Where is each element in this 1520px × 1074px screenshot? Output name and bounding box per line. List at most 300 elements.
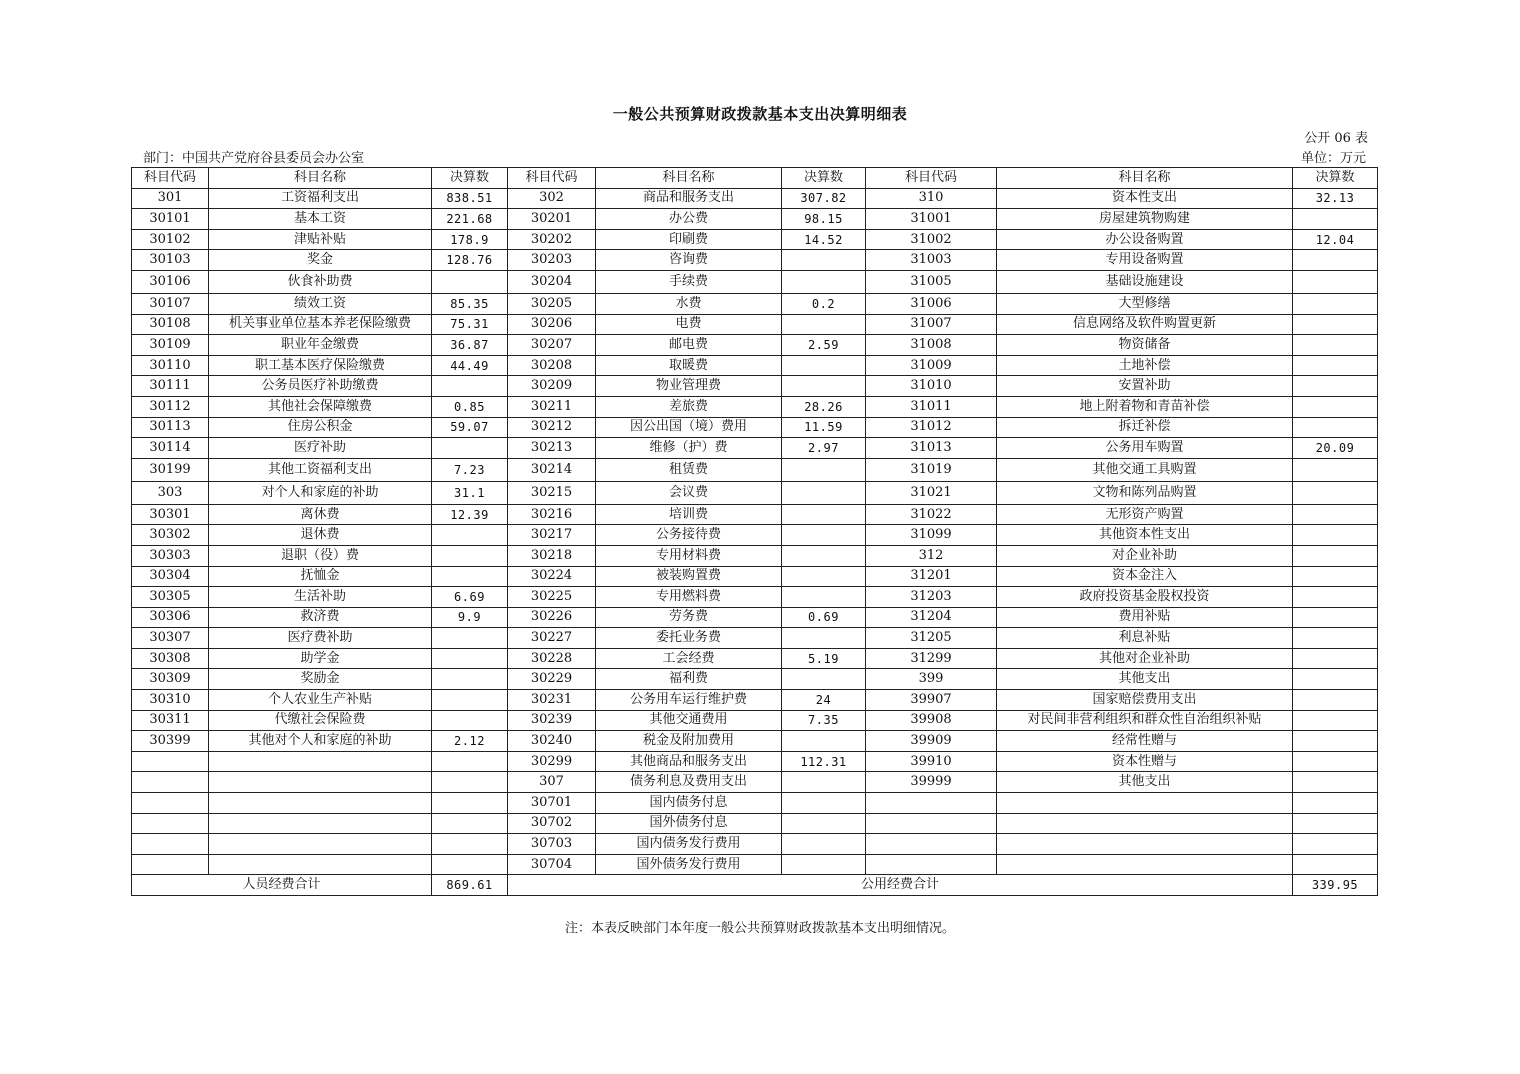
cell-name: 取暖费 <box>596 355 782 376</box>
cell-code: 30231 <box>508 690 596 711</box>
cell-amount: 0.69 <box>782 607 866 628</box>
cell-amount <box>432 566 508 587</box>
cell-name: 资本性赠与 <box>997 751 1293 772</box>
cell-name: 公务员医疗补助缴费 <box>209 376 432 397</box>
cell-name: 办公费 <box>596 209 782 230</box>
table-row <box>132 587 1378 608</box>
cell-name: 物业管理费 <box>596 376 782 397</box>
cell-code <box>132 793 209 814</box>
cell-code: 31012 <box>866 417 997 438</box>
cell-code: 30704 <box>508 854 596 875</box>
cell-code: 30299 <box>508 751 596 772</box>
cell-name: 安置补助 <box>997 376 1293 397</box>
cell-code: 39909 <box>866 731 997 752</box>
cell-amount <box>1293 628 1378 649</box>
cell-code: 30208 <box>508 355 596 376</box>
cell-amount <box>782 270 866 293</box>
table-row <box>132 751 1378 772</box>
cell-amount: 2.12 <box>432 731 508 752</box>
cell-name <box>209 813 432 834</box>
cell-name: 对民间非营利组织和群众性自治组织补贴 <box>997 710 1293 731</box>
cell-code <box>132 751 209 772</box>
cell-code: 312 <box>866 545 997 566</box>
cell-name: 债务利息及费用支出 <box>596 772 782 793</box>
table-row <box>132 504 1378 525</box>
cell-name: 咨询费 <box>596 250 782 271</box>
cell-code: 30218 <box>508 545 596 566</box>
cell-amount <box>432 438 508 459</box>
cell-name <box>997 834 1293 855</box>
cell-code: 30209 <box>508 376 596 397</box>
cell-amount: 36.87 <box>432 335 508 356</box>
cell-amount <box>782 504 866 525</box>
cell-amount <box>782 587 866 608</box>
cell-name: 租赁费 <box>596 458 782 481</box>
header-cell: 科目代码 <box>866 168 997 189</box>
cell-code: 30206 <box>508 314 596 335</box>
cell-name: 印刷费 <box>596 229 782 250</box>
cell-name: 培训费 <box>596 504 782 525</box>
cell-amount <box>1293 504 1378 525</box>
cell-name: 国内债务付息 <box>596 793 782 814</box>
cell-code <box>866 813 997 834</box>
cell-code: 399 <box>866 669 997 690</box>
cell-name: 救济费 <box>209 607 432 628</box>
cell-amount <box>432 648 508 669</box>
cell-code: 30103 <box>132 250 209 271</box>
cell-name: 公务接待费 <box>596 525 782 546</box>
expenditure-detail-table <box>131 167 1378 896</box>
table-row <box>132 669 1378 690</box>
cell-code: 30224 <box>508 566 596 587</box>
cell-name: 津贴补贴 <box>209 229 432 250</box>
cell-amount: 11.59 <box>782 417 866 438</box>
cell-code: 30306 <box>132 607 209 628</box>
cell-name: 抚恤金 <box>209 566 432 587</box>
cell-code: 30310 <box>132 690 209 711</box>
cell-name: 退职（役）费 <box>209 545 432 566</box>
cell-amount <box>782 793 866 814</box>
table-row <box>132 731 1378 752</box>
cell-code: 30216 <box>508 504 596 525</box>
cell-name: 工会经费 <box>596 648 782 669</box>
cell-code: 30229 <box>508 669 596 690</box>
header-cell: 科目名称 <box>209 168 432 189</box>
cell-name: 助学金 <box>209 648 432 669</box>
cell-amount <box>432 690 508 711</box>
cell-code: 307 <box>508 772 596 793</box>
cell-code: 31003 <box>866 250 997 271</box>
cell-code: 30239 <box>508 710 596 731</box>
cell-code: 30311 <box>132 710 209 731</box>
cell-code: 30199 <box>132 458 209 481</box>
cell-amount <box>1293 396 1378 417</box>
cell-code: 30113 <box>132 417 209 438</box>
cell-code: 30308 <box>132 648 209 669</box>
cell-name: 工资福利支出 <box>209 188 432 209</box>
table-row <box>132 772 1378 793</box>
cell-amount <box>1293 607 1378 628</box>
cell-amount <box>1293 525 1378 546</box>
cell-code <box>132 813 209 834</box>
cell-amount <box>1293 376 1378 397</box>
cell-code: 30112 <box>132 396 209 417</box>
cell-code <box>132 834 209 855</box>
cell-code: 30304 <box>132 566 209 587</box>
cell-code: 31006 <box>866 293 997 314</box>
table-row <box>132 458 1378 481</box>
table-row <box>132 335 1378 356</box>
cell-name: 邮电费 <box>596 335 782 356</box>
cell-amount <box>1293 772 1378 793</box>
header-cell: 决算数 <box>1293 168 1378 189</box>
cell-name <box>209 751 432 772</box>
cell-amount <box>1293 731 1378 752</box>
cell-amount <box>782 481 866 504</box>
cell-amount <box>782 545 866 566</box>
cell-name: 职业年金缴费 <box>209 335 432 356</box>
cell-code: 31005 <box>866 270 997 293</box>
cell-name: 大型修缮 <box>997 293 1293 314</box>
cell-amount: 31.1 <box>432 481 508 504</box>
table-number: 公开 06 表 <box>1304 131 1368 146</box>
cell-name: 拆迁补偿 <box>997 417 1293 438</box>
cell-amount <box>432 751 508 772</box>
cell-name: 劳务费 <box>596 607 782 628</box>
cell-amount: 307.82 <box>782 188 866 209</box>
cell-amount <box>1293 545 1378 566</box>
cell-amount <box>432 834 508 855</box>
cell-name: 水费 <box>596 293 782 314</box>
table-row <box>132 250 1378 271</box>
cell-code: 30225 <box>508 587 596 608</box>
unit-label: 单位：万元 <box>1300 151 1366 166</box>
table-row <box>132 710 1378 731</box>
cell-name: 个人农业生产补贴 <box>209 690 432 711</box>
cell-name <box>209 854 432 875</box>
cell-code: 31299 <box>866 648 997 669</box>
header-row <box>132 168 1378 189</box>
cell-name: 其他交通费用 <box>596 710 782 731</box>
header-cell: 决算数 <box>432 168 508 189</box>
cell-amount: 5.19 <box>782 648 866 669</box>
table-row <box>132 607 1378 628</box>
cell-name: 房屋建筑物购建 <box>997 209 1293 230</box>
cell-name: 公务用车运行维护费 <box>596 690 782 711</box>
header-cell: 科目代码 <box>132 168 209 189</box>
cell-amount <box>432 793 508 814</box>
public-total-value: 339.95 <box>1293 875 1378 896</box>
cell-code <box>866 834 997 855</box>
cell-amount <box>1293 690 1378 711</box>
cell-name: 其他工资福利支出 <box>209 458 432 481</box>
cell-amount <box>782 628 866 649</box>
personnel-total-value: 869.61 <box>432 875 508 896</box>
cell-amount: 0.2 <box>782 293 866 314</box>
cell-code: 302 <box>508 188 596 209</box>
cell-name: 医疗费补助 <box>209 628 432 649</box>
cell-name: 政府投资基金股权投资 <box>997 587 1293 608</box>
cell-amount <box>782 250 866 271</box>
cell-code: 30212 <box>508 417 596 438</box>
cell-amount <box>1293 209 1378 230</box>
cell-code: 30217 <box>508 525 596 546</box>
cell-amount <box>1293 793 1378 814</box>
cell-name: 基本工资 <box>209 209 432 230</box>
table-row <box>132 396 1378 417</box>
cell-name: 文物和陈列品购置 <box>997 481 1293 504</box>
cell-amount: 85.35 <box>432 293 508 314</box>
cell-amount: 12.39 <box>432 504 508 525</box>
cell-amount <box>1293 648 1378 669</box>
personnel-total-label: 人员经费合计 <box>132 875 432 896</box>
cell-name: 职工基本医疗保险缴费 <box>209 355 432 376</box>
cell-name: 无形资产购置 <box>997 504 1293 525</box>
cell-name: 信息网络及软件购置更新 <box>997 314 1293 335</box>
cell-amount: 2.97 <box>782 438 866 459</box>
cell-code: 31001 <box>866 209 997 230</box>
table-row <box>132 376 1378 397</box>
cell-name: 经常性赠与 <box>997 731 1293 752</box>
cell-code: 31013 <box>866 438 997 459</box>
cell-amount <box>1293 854 1378 875</box>
table-row <box>132 525 1378 546</box>
cell-code: 39907 <box>866 690 997 711</box>
cell-name: 办公设备购置 <box>997 229 1293 250</box>
cell-code: 39908 <box>866 710 997 731</box>
table-row <box>132 270 1378 293</box>
table-row <box>132 690 1378 711</box>
cell-amount: 75.31 <box>432 314 508 335</box>
cell-amount: 128.76 <box>432 250 508 271</box>
cell-amount: 178.9 <box>432 229 508 250</box>
cell-name <box>209 793 432 814</box>
table-row <box>132 545 1378 566</box>
cell-amount: 7.35 <box>782 710 866 731</box>
cell-code: 30102 <box>132 229 209 250</box>
cell-code: 30302 <box>132 525 209 546</box>
cell-code: 30301 <box>132 504 209 525</box>
cell-name: 住房公积金 <box>209 417 432 438</box>
cell-name: 利息补贴 <box>997 628 1293 649</box>
cell-name: 基础设施建设 <box>997 270 1293 293</box>
header-cell: 科目名称 <box>596 168 782 189</box>
cell-amount: 838.51 <box>432 188 508 209</box>
cell-name: 奖金 <box>209 250 432 271</box>
cell-amount <box>432 376 508 397</box>
cell-amount <box>782 813 866 834</box>
footnote: 注：本表反映部门本年度一般公共预算财政拨款基本支出明细情况。 <box>564 921 955 936</box>
cell-amount <box>1293 355 1378 376</box>
cell-amount <box>1293 566 1378 587</box>
cell-name: 电费 <box>596 314 782 335</box>
cell-code: 31022 <box>866 504 997 525</box>
cell-code: 30240 <box>508 731 596 752</box>
cell-code: 30226 <box>508 607 596 628</box>
cell-name: 专用燃料费 <box>596 587 782 608</box>
cell-name: 资本性支出 <box>997 188 1293 209</box>
cell-name: 国外债务发行费用 <box>596 854 782 875</box>
cell-amount: 14.52 <box>782 229 866 250</box>
cell-amount <box>432 545 508 566</box>
cell-code: 30227 <box>508 628 596 649</box>
cell-code: 31011 <box>866 396 997 417</box>
cell-code: 31002 <box>866 229 997 250</box>
cell-code: 30399 <box>132 731 209 752</box>
cell-amount: 2.59 <box>782 335 866 356</box>
table-row <box>132 854 1378 875</box>
cell-name: 费用补贴 <box>997 607 1293 628</box>
table-row <box>132 628 1378 649</box>
cell-name: 代缴社会保险费 <box>209 710 432 731</box>
table-row <box>132 648 1378 669</box>
cell-code: 30701 <box>508 793 596 814</box>
cell-name: 其他资本性支出 <box>997 525 1293 546</box>
cell-code: 30110 <box>132 355 209 376</box>
cell-name: 生活补助 <box>209 587 432 608</box>
cell-name: 对企业补助 <box>997 545 1293 566</box>
cell-amount <box>1293 751 1378 772</box>
cell-name: 专用材料费 <box>596 545 782 566</box>
cell-code: 30307 <box>132 628 209 649</box>
cell-name: 被装购置费 <box>596 566 782 587</box>
cell-amount <box>1293 250 1378 271</box>
cell-name: 其他交通工具购置 <box>997 458 1293 481</box>
cell-amount: 221.68 <box>432 209 508 230</box>
cell-code: 301 <box>132 188 209 209</box>
table-row <box>132 834 1378 855</box>
table-body <box>132 188 1378 875</box>
cell-amount <box>432 813 508 834</box>
cell-amount <box>1293 293 1378 314</box>
cell-code: 30702 <box>508 813 596 834</box>
cell-amount <box>432 270 508 293</box>
cell-name: 医疗补助 <box>209 438 432 459</box>
cell-code: 31010 <box>866 376 997 397</box>
cell-code: 39999 <box>866 772 997 793</box>
cell-code: 31204 <box>866 607 997 628</box>
table-row <box>132 813 1378 834</box>
cell-code: 30106 <box>132 270 209 293</box>
cell-code: 30202 <box>508 229 596 250</box>
cell-code: 30305 <box>132 587 209 608</box>
cell-amount <box>1293 270 1378 293</box>
cell-name: 对个人和家庭的补助 <box>209 481 432 504</box>
cell-amount <box>782 525 866 546</box>
table-row <box>132 188 1378 209</box>
cell-code: 31205 <box>866 628 997 649</box>
cell-name: 其他对个人和家庭的补助 <box>209 731 432 752</box>
cell-name: 专用设备购置 <box>997 250 1293 271</box>
cell-name: 商品和服务支出 <box>596 188 782 209</box>
cell-amount <box>782 834 866 855</box>
cell-code: 30114 <box>132 438 209 459</box>
cell-code: 30207 <box>508 335 596 356</box>
cell-name <box>997 793 1293 814</box>
cell-amount: 0.85 <box>432 396 508 417</box>
cell-name: 绩效工资 <box>209 293 432 314</box>
cell-code: 31008 <box>866 335 997 356</box>
cell-name: 因公出国（境）费用 <box>596 417 782 438</box>
cell-amount: 6.69 <box>432 587 508 608</box>
cell-amount: 28.26 <box>782 396 866 417</box>
cell-amount: 44.49 <box>432 355 508 376</box>
cell-amount: 98.15 <box>782 209 866 230</box>
table-row <box>132 438 1378 459</box>
cell-amount <box>1293 587 1378 608</box>
cell-name: 其他对企业补助 <box>997 648 1293 669</box>
cell-code: 31203 <box>866 587 997 608</box>
table-row <box>132 566 1378 587</box>
cell-code: 31019 <box>866 458 997 481</box>
cell-amount <box>782 566 866 587</box>
table-row <box>132 355 1378 376</box>
cell-code: 303 <box>132 481 209 504</box>
cell-code: 30111 <box>132 376 209 397</box>
cell-name: 其他支出 <box>997 772 1293 793</box>
cell-code: 30101 <box>132 209 209 230</box>
table-row <box>132 417 1378 438</box>
cell-code: 30204 <box>508 270 596 293</box>
header-cell: 决算数 <box>782 168 866 189</box>
cell-code: 30213 <box>508 438 596 459</box>
cell-name: 国家赔偿费用支出 <box>997 690 1293 711</box>
cell-amount <box>432 854 508 875</box>
cell-name: 国外债务付息 <box>596 813 782 834</box>
cell-code: 30211 <box>508 396 596 417</box>
cell-code: 30201 <box>508 209 596 230</box>
cell-code: 31009 <box>866 355 997 376</box>
cell-code: 30215 <box>508 481 596 504</box>
cell-amount <box>782 314 866 335</box>
cell-name: 会议费 <box>596 481 782 504</box>
cell-amount <box>782 355 866 376</box>
cell-amount: 112.31 <box>782 751 866 772</box>
table-row <box>132 209 1378 230</box>
cell-code <box>866 793 997 814</box>
cell-name <box>209 772 432 793</box>
cell-amount <box>1293 834 1378 855</box>
totals-row <box>132 875 1378 896</box>
cell-code: 30107 <box>132 293 209 314</box>
cell-code: 31007 <box>866 314 997 335</box>
cell-name: 其他支出 <box>997 669 1293 690</box>
cell-amount <box>432 710 508 731</box>
cell-code <box>866 854 997 875</box>
cell-amount <box>782 772 866 793</box>
cell-amount <box>782 376 866 397</box>
cell-amount: 7.23 <box>432 458 508 481</box>
cell-code: 31201 <box>866 566 997 587</box>
department-label: 部门：中国共产党府谷县委员会办公室 <box>143 151 365 166</box>
cell-amount: 9.9 <box>432 607 508 628</box>
cell-code: 30703 <box>508 834 596 855</box>
cell-amount <box>1293 813 1378 834</box>
cell-name <box>997 813 1293 834</box>
header-cell: 科目名称 <box>997 168 1293 189</box>
cell-code: 31021 <box>866 481 997 504</box>
cell-name: 税金及附加费用 <box>596 731 782 752</box>
table-row <box>132 793 1378 814</box>
cell-name: 其他商品和服务支出 <box>596 751 782 772</box>
cell-amount <box>432 525 508 546</box>
cell-name: 资本金注入 <box>997 566 1293 587</box>
cell-name: 公务用车购置 <box>997 438 1293 459</box>
cell-name: 奖励金 <box>209 669 432 690</box>
cell-amount <box>782 854 866 875</box>
cell-amount <box>1293 417 1378 438</box>
table-row <box>132 314 1378 335</box>
